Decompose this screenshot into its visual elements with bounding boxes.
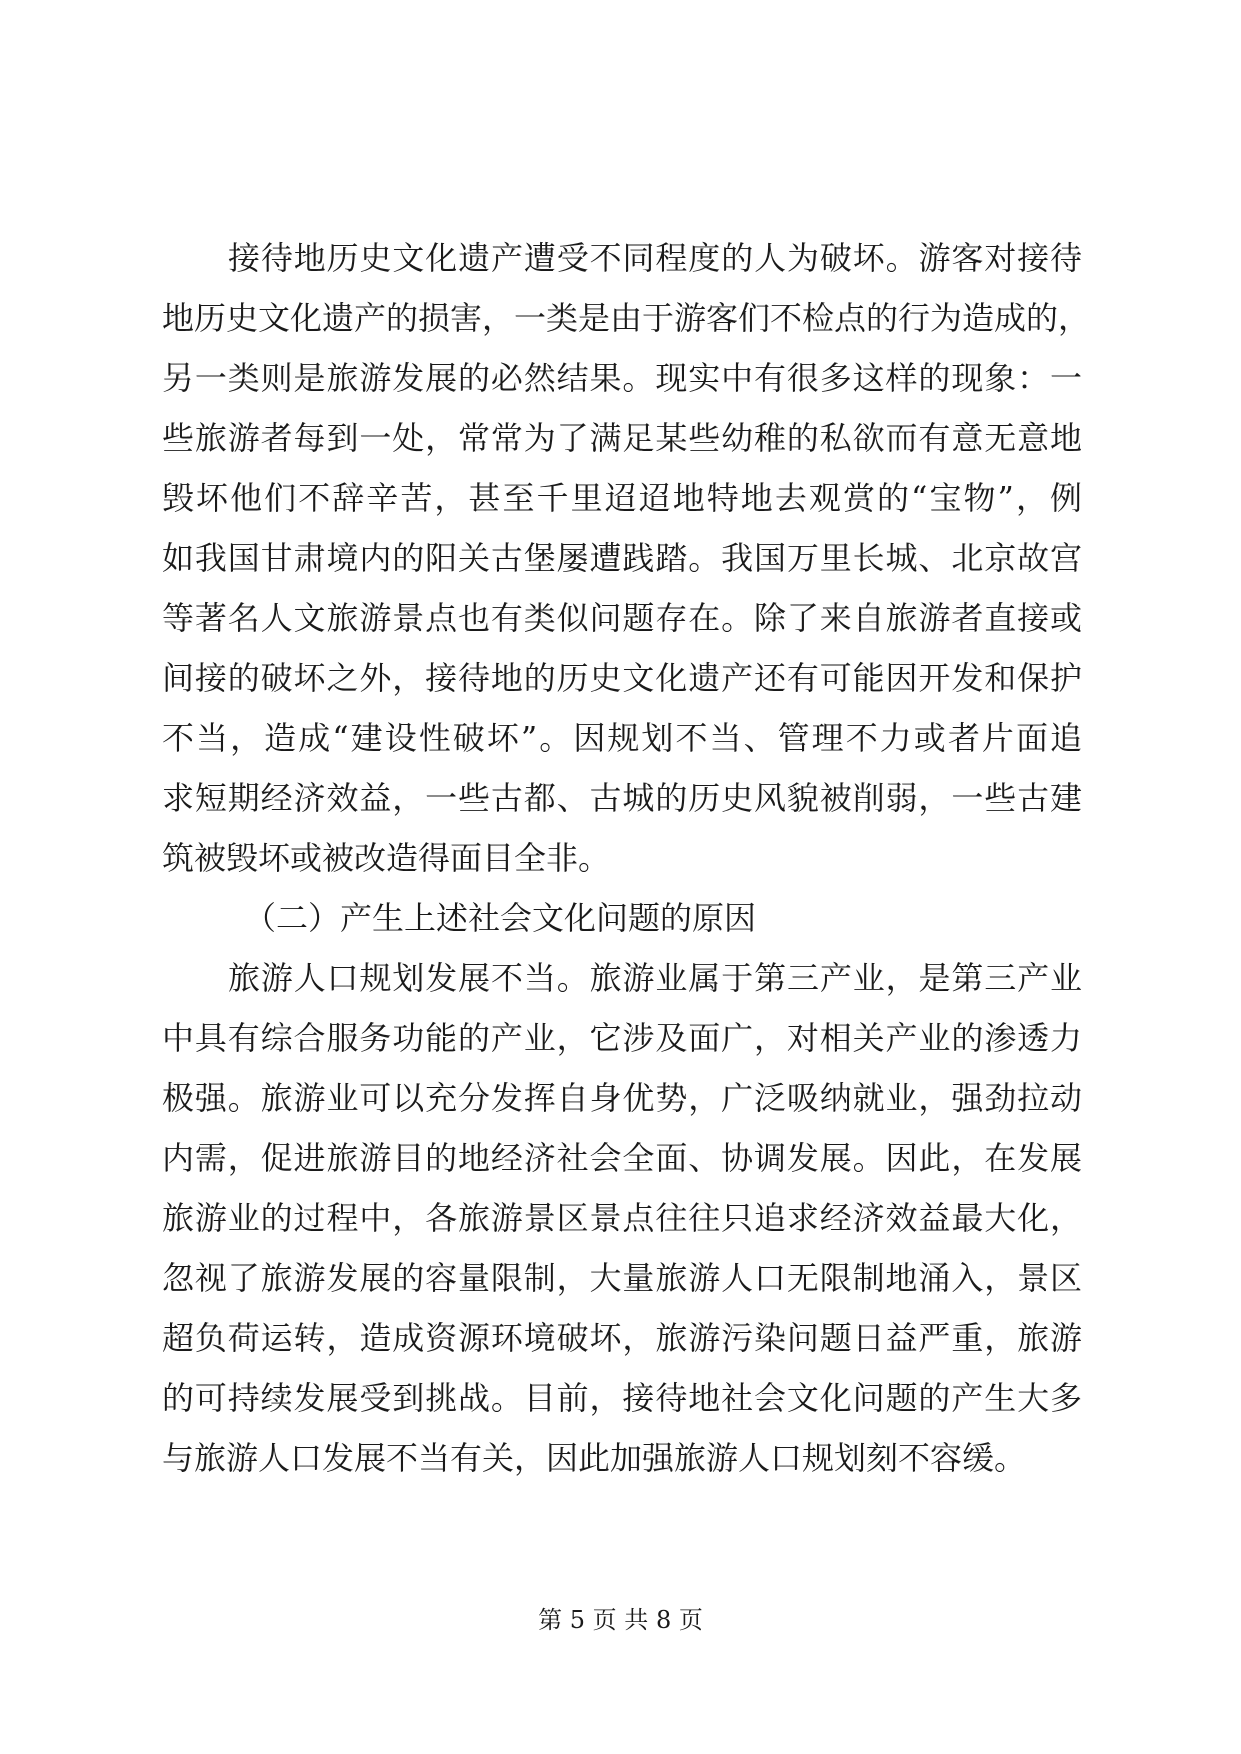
- text-line: 地历史文化遗产的损害，一类是由于游客们不检点的行为造成的，: [162, 299, 1091, 337]
- text-line: 极强。旅游业可以充分发挥自身优势，广泛吸纳就业，强劲拉动: [162, 1079, 1082, 1117]
- text-line: 旅游人口规划发展不当。旅游业属于第三产业，是第三产业: [228, 959, 1082, 997]
- text-line: 另一类则是旅游发展的必然结果。现实中有很多这样的现象：一: [162, 359, 1082, 397]
- document-body: [162, 228, 1091, 1488]
- text-line: 间接的破坏之外，接待地的历史文化遗产还有可能因开发和保护: [162, 659, 1082, 697]
- text-line: 内需，促进旅游目的地经济社会全面、协调发展。因此，在发展: [162, 1139, 1082, 1177]
- text-line: 不当，造成“建设性破坏”。因规划不当、管理不力或者片面追: [162, 719, 1082, 757]
- text-line: 超负荷运转，造成资源环境破坏，旅游污染问题日益严重，旅游: [162, 1319, 1082, 1357]
- text-line: 的可持续发展受到挑战。目前，接待地社会文化问题的产生大多: [162, 1379, 1082, 1417]
- text-line: 忽视了旅游发展的容量限制，大量旅游人口无限制地涌入，景区: [162, 1259, 1082, 1297]
- text-line: 中具有综合服务功能的产业，它涉及面广，对相关产业的渗透力: [162, 1019, 1082, 1057]
- text-line: 接待地历史文化遗产遭受不同程度的人为破坏。游客对接待: [228, 239, 1082, 277]
- text-line: 求短期经济效益，一些古都、古城的历史风貌被削弱，一些古建: [162, 779, 1082, 817]
- text-line: 些旅游者每到一处，常常为了满足某些幼稚的私欲而有意无意地: [162, 419, 1082, 457]
- text-line: 等著名人文旅游景点也有类似问题存在。除了来自旅游者直接或: [162, 599, 1082, 637]
- text-line: 与旅游人口发展不当有关，因此加强旅游人口规划刻不容缓。: [162, 1439, 1027, 1477]
- page-number-footer: 第 5 页 共 8 页: [538, 1606, 703, 1634]
- paragraph-heritage-damage: [162, 228, 1091, 888]
- paragraph-population-planning: [162, 948, 1082, 1488]
- text-line: 筑被毁坏或被改造得面目全非。: [162, 839, 611, 877]
- text-line: 毁坏他们不辞辛苦，甚至千里迢迢地特地去观赏的“宝物”，例: [162, 479, 1082, 517]
- section-heading: （二）产生上述社会文化问题的原因: [244, 899, 757, 937]
- text-line: 如我国甘肃境内的阳关古堡屡遭践踏。我国万里长城、北京故宫: [162, 539, 1082, 577]
- text-line: 旅游业的过程中，各旅游景区景点往往只追求经济效益最大化，: [162, 1199, 1082, 1237]
